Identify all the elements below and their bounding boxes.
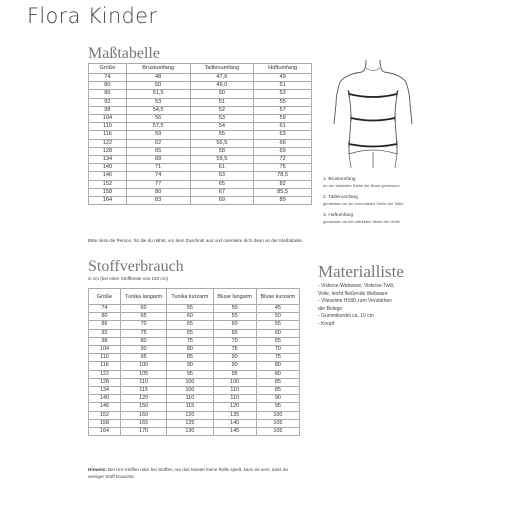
table-cell: 65 [167, 329, 213, 337]
table-cell: 85 [256, 378, 299, 386]
table-cell: 51 [254, 82, 312, 90]
fabric-table-header: Tunika kurzarm [167, 289, 213, 305]
table-cell: 158 [89, 188, 127, 196]
table-cell: 51 [190, 98, 254, 106]
table-cell: 110 [213, 395, 256, 403]
table-cell: 134 [89, 387, 121, 395]
table-cell: 140 [89, 395, 121, 403]
table-cell: 75 [167, 337, 213, 345]
table-cell: 59 [254, 115, 312, 123]
table-cell: 105 [256, 428, 299, 436]
table-cell: 54,5 [126, 106, 190, 114]
table-cell: 122 [89, 370, 121, 378]
table-cell: 90 [121, 346, 167, 354]
table-row [89, 188, 312, 196]
table-cell: 140 [89, 164, 127, 172]
table-row [89, 378, 300, 386]
table-cell: 152 [89, 411, 121, 419]
table-row [89, 115, 312, 123]
table-cell: 130 [167, 428, 213, 436]
fabric-table-heading: Stoffverbrauch [88, 258, 184, 275]
table-row [89, 419, 300, 427]
table-row [89, 197, 312, 205]
measurement-1 [323, 177, 400, 189]
table-cell: 90 [256, 395, 299, 403]
table-cell: 90 [213, 362, 256, 370]
table-cell: 80 [121, 337, 167, 345]
table-cell: 74 [89, 305, 121, 313]
table-cell: 92 [89, 329, 121, 337]
table-cell: 89 [254, 197, 312, 205]
table-cell: 110 [121, 378, 167, 386]
table-cell: 82 [254, 180, 312, 188]
table-cell: 85,5 [254, 188, 312, 196]
table-cell: 56,5 [190, 139, 254, 147]
table-cell: 75 [256, 354, 299, 362]
table-cell: 160 [121, 411, 167, 419]
fabric-table-header: Tunika langarm [121, 289, 167, 305]
table-cell: 51,5 [126, 90, 190, 98]
chest-line [349, 94, 397, 97]
table-cell: 85 [256, 387, 299, 395]
table-row [89, 362, 300, 370]
table-row [89, 403, 300, 411]
table-cell: 50 [190, 90, 254, 98]
table-row [89, 395, 300, 403]
table-cell: 48 [126, 74, 190, 82]
table-cell: 75 [121, 329, 167, 337]
table-cell: 63 [190, 172, 254, 180]
table-cell: 78,5 [254, 172, 312, 180]
fabric-table-header: Bluse kurzarm [256, 289, 299, 305]
table-cell: 77 [126, 180, 190, 188]
table-cell: 125 [167, 419, 213, 427]
table-cell: 120 [213, 403, 256, 411]
table-cell: 80 [126, 188, 190, 196]
table-cell: 69 [254, 147, 312, 155]
table-cell: 65 [213, 329, 256, 337]
table-cell: 85 [167, 354, 213, 362]
table-cell: 45 [256, 305, 299, 313]
table-cell: 59 [126, 131, 190, 139]
table-cell: 74 [89, 74, 127, 82]
table-cell: 57 [254, 106, 312, 114]
table-cell: 115 [121, 387, 167, 395]
table-cell: 90 [167, 362, 213, 370]
table-row [89, 131, 312, 139]
table-row [89, 305, 300, 313]
table-cell: 128 [89, 147, 127, 155]
table-row [89, 180, 312, 188]
table-cell: 152 [89, 180, 127, 188]
fabric-table-header: Größe [89, 289, 121, 305]
table-cell: 65 [167, 321, 213, 329]
table-cell: 122 [89, 139, 127, 147]
table-cell: 67 [190, 188, 254, 196]
table-cell: 100 [121, 362, 167, 370]
table-cell: 115 [167, 403, 213, 411]
table-cell: 60 [167, 313, 213, 321]
table-cell: 105 [121, 370, 167, 378]
materials-item: der Belege [318, 305, 343, 312]
measurement-1-desc: an der stärksten Stelle der Brust gemessen [323, 183, 400, 188]
size-table-heading: Maßtabelle [88, 45, 160, 62]
table-cell: 146 [89, 172, 127, 180]
measurement-3-desc: gemessen an der stärksten Stelle der Hüfte [323, 219, 400, 224]
table-cell: 100 [167, 378, 213, 386]
table-cell: 50 [213, 305, 256, 313]
table-row [89, 329, 300, 337]
table-cell: 65 [190, 180, 254, 188]
table-cell: 95 [213, 370, 256, 378]
table-cell: 54 [190, 123, 254, 131]
table-cell: 104 [89, 346, 121, 354]
table-cell: 92 [89, 98, 127, 106]
table-cell: 60 [121, 305, 167, 313]
table-cell: 140 [213, 419, 256, 427]
table-cell: 59,5 [190, 156, 254, 164]
table-cell: 60 [213, 321, 256, 329]
table-cell: 110 [213, 387, 256, 395]
table-cell: 55 [167, 305, 213, 313]
table-cell: 70 [121, 321, 167, 329]
measurement-2-label: 2. Taillenumfang [323, 195, 358, 200]
table-row [89, 74, 312, 82]
fabric-hint [88, 466, 303, 480]
table-row [89, 156, 312, 164]
table-cell: 98 [89, 337, 121, 345]
table-cell: 170 [121, 428, 167, 436]
table-cell: 95 [121, 354, 167, 362]
table-cell: 120 [121, 395, 167, 403]
table-cell: 164 [89, 428, 121, 436]
fabric-hint-text: Bei Uni-Stoffen oder bei Stoffen, wo das Muster keine Rolle spielt, kann es sein, dass du weniger Stoff brauchst. [88, 467, 289, 479]
waist-line [351, 118, 395, 121]
table-cell: 57,5 [126, 123, 190, 131]
table-cell: 60 [256, 329, 299, 337]
table-cell: 86 [89, 90, 127, 98]
table-cell: 145 [213, 428, 256, 436]
table-cell: 74 [126, 172, 190, 180]
table-cell: 56 [126, 115, 190, 123]
table-cell: 86 [89, 321, 121, 329]
table-cell: 53 [190, 115, 254, 123]
materials-item: - Knopf [318, 320, 335, 327]
body-measurement-figure [318, 42, 428, 177]
table-cell: 95 [167, 370, 213, 378]
table-cell: 120 [167, 411, 213, 419]
table-cell: 61 [190, 164, 254, 172]
table-row [89, 123, 312, 131]
hip-line [349, 144, 397, 147]
table-cell: 62 [126, 139, 190, 147]
table-cell: 104 [89, 115, 127, 123]
size-table-header: Hüftumfang [254, 64, 312, 74]
table-cell: 53 [254, 90, 312, 98]
table-row [89, 370, 300, 378]
table-row [89, 164, 312, 172]
table-cell: 116 [89, 131, 127, 139]
materials-item: - Vlieseline H180 zum Verstärken [318, 298, 392, 304]
table-row [89, 82, 312, 90]
table-cell: 165 [121, 419, 167, 427]
table-cell: 55 [256, 321, 299, 329]
table-cell: 110 [167, 395, 213, 403]
measurement-3-label: 3. Hüftumfang [323, 213, 354, 218]
table-cell: 100 [213, 378, 256, 386]
fabric-hint-label: Hinweis: [88, 467, 107, 472]
table-row [89, 106, 312, 114]
fabric-table [88, 288, 300, 436]
table-cell: 65 [126, 147, 190, 155]
table-row [89, 354, 300, 362]
table-cell: 164 [89, 197, 127, 205]
fabric-unit-note: in cm (bei einer Stoffbreite von 140 cm) [88, 276, 169, 281]
table-cell: 68 [126, 156, 190, 164]
table-row [89, 172, 312, 180]
table-cell: 128 [89, 378, 121, 386]
table-cell: 53 [126, 98, 190, 106]
table-cell: 47,6 [190, 74, 254, 82]
size-table-header: Taillenumfang [190, 64, 254, 74]
table-cell: 98 [89, 106, 127, 114]
size-table-header: Brustumfang [126, 64, 190, 74]
table-row [89, 139, 312, 147]
table-cell: 69 [190, 197, 254, 205]
table-row [89, 428, 300, 436]
measurement-1-label: 1. Brustumfang [323, 177, 356, 182]
table-cell: 116 [89, 362, 121, 370]
materials-heading: Materialliste [318, 262, 404, 281]
table-cell: 58 [190, 147, 254, 155]
page-title: Flora Kinder [27, 4, 158, 28]
table-cell: 71 [126, 164, 190, 172]
measurement-2-desc: gemessen an der schmalsten Stelle der Taille [323, 201, 404, 206]
table-row [89, 321, 300, 329]
table-cell: 80 [89, 82, 127, 90]
table-cell: 70 [213, 337, 256, 345]
table-cell: 65 [121, 313, 167, 321]
table-cell: 90 [213, 354, 256, 362]
table-cell: 49 [254, 74, 312, 82]
table-cell: 100 [167, 387, 213, 395]
table-row [89, 147, 312, 155]
table-cell: 80 [167, 346, 213, 354]
table-cell: 50 [256, 313, 299, 321]
table-cell: 75 [254, 164, 312, 172]
table-cell: 55 [213, 313, 256, 321]
table-cell: 75 [213, 346, 256, 354]
table-row [89, 411, 300, 419]
measurement-3 [323, 213, 400, 225]
table-row [89, 346, 300, 354]
table-cell: 70 [256, 346, 299, 354]
fabric-table-header: Bluse langarm [213, 289, 256, 305]
table-row [89, 313, 300, 321]
size-table-header: Größe [89, 64, 127, 74]
table-cell: 80 [256, 362, 299, 370]
materials-item: - Gummikordel ca. 10 cm [318, 313, 374, 319]
table-row [89, 387, 300, 395]
table-cell: 50 [126, 82, 190, 90]
table-cell: 146 [89, 403, 121, 411]
table-row [89, 98, 312, 106]
table-cell: 134 [89, 156, 127, 164]
table-cell: 158 [89, 419, 121, 427]
table-cell: 55 [254, 98, 312, 106]
table-cell: 110 [89, 354, 121, 362]
table-cell: 80 [89, 313, 121, 321]
table-cell: 150 [121, 403, 167, 411]
table-cell: 63 [254, 131, 312, 139]
table-cell: 100 [256, 411, 299, 419]
table-row [89, 90, 312, 98]
table-cell: 55 [190, 131, 254, 139]
table-cell: 135 [213, 411, 256, 419]
table-cell: 61 [254, 123, 312, 131]
table-cell: 110 [89, 123, 127, 131]
table-cell: 105 [256, 419, 299, 427]
table-cell: 80 [256, 370, 299, 378]
materials-list [318, 283, 478, 328]
table-cell: 66 [254, 139, 312, 147]
measurement-2 [323, 195, 403, 207]
table-cell: 95 [256, 403, 299, 411]
size-table [88, 63, 312, 205]
table-cell: 65 [256, 337, 299, 345]
materials-item: Voile, leicht fließende Webware [318, 290, 388, 297]
table-cell: 83 [126, 197, 190, 205]
size-table-note: Bitte miss die Person, für die du nähst, vor dem Zuschnitt aus und orientiere dich dann an der Maßtabelle. [88, 238, 304, 243]
table-row [89, 337, 300, 345]
table-cell: 49,0 [190, 82, 254, 90]
table-cell: 72 [254, 156, 312, 164]
materials-item: - Viskose-Webware, Viskose-Twill, [318, 283, 395, 289]
table-cell: 52 [190, 106, 254, 114]
